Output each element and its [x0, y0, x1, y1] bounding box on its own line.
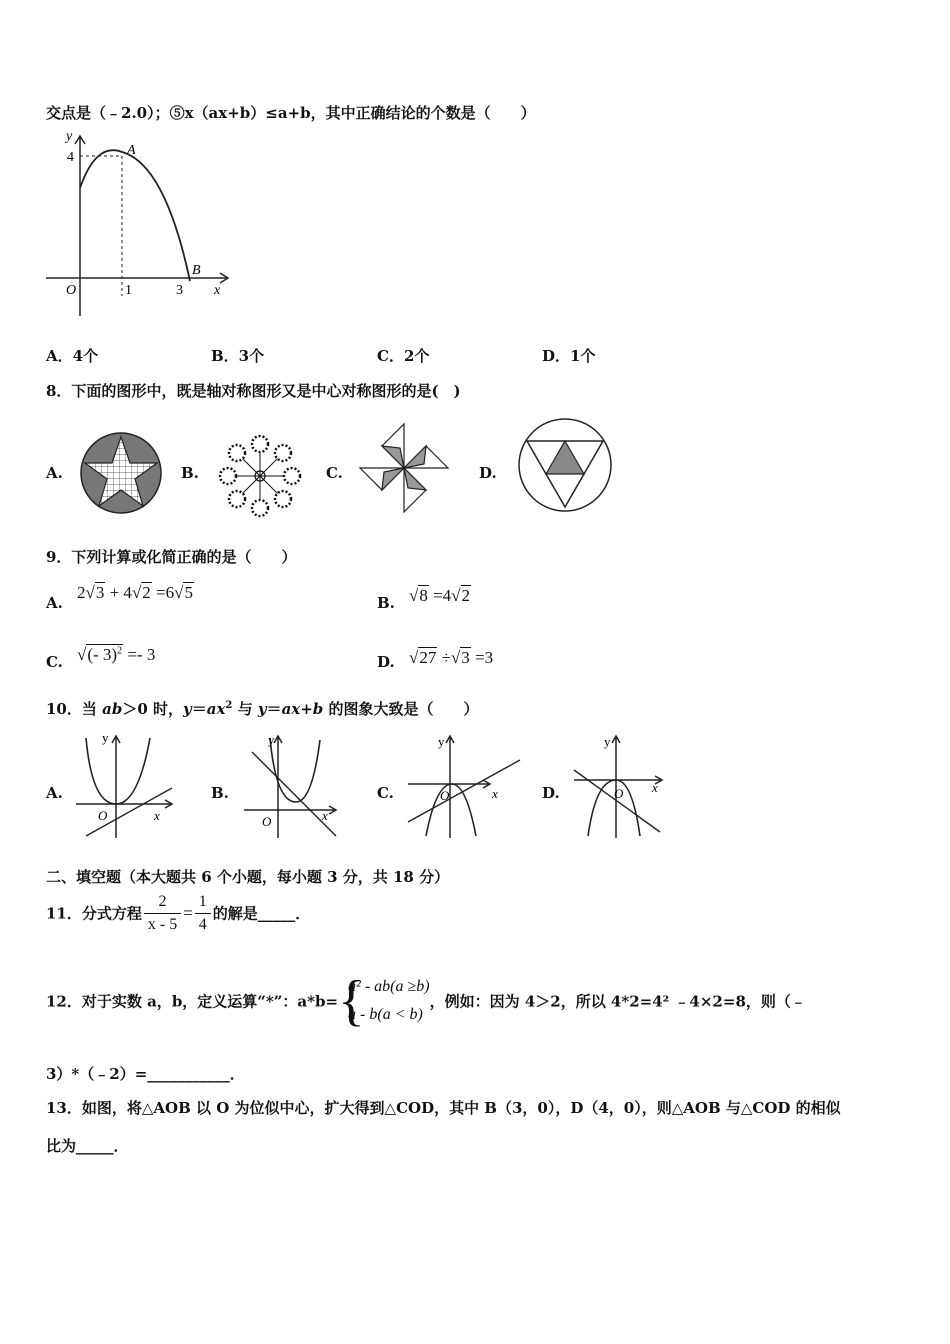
q10-stem: 10．当 ab＞0 时，$y=ax^2$ 与 y＝ax+b 的图象大致是（ ）: [46, 700, 479, 718]
section-2-heading: 二、填空题（本大题共 6 个小题，每小题 3 分，共 18 分）: [46, 868, 450, 886]
q8-stem: 8．下面的图形中，既是轴对称图形又是中心对称图形的是( ): [46, 382, 461, 400]
q10-d-x-label: x: [652, 780, 658, 795]
q8-figure-b-flower: [215, 434, 305, 518]
q10-graph-d: [570, 730, 670, 842]
q10-c-x-label: x: [492, 786, 498, 801]
q8-label-d[interactable]: D.: [479, 464, 497, 482]
q10-graph-c: [404, 730, 524, 842]
q8-figure-d-triangle-circle: [515, 416, 615, 514]
q10-label-d[interactable]: D.: [542, 784, 560, 802]
q7-y-label: y: [66, 129, 73, 144]
q7-option-b[interactable]: B．3个: [211, 347, 265, 365]
q8-figure-a-star-circle: [77, 430, 167, 516]
q10-graph-b: [240, 730, 340, 842]
q7-one-label: 1: [125, 283, 132, 298]
q7-stem-tail: 交点是（﹣2.0）；⑤x（ax+b）≤a+b，其中正确结论的个数是（ ）: [46, 104, 536, 122]
q13-line1: 13．如图，将△AOB 以 O 为位似中心，扩大得到△COD，其中 B（3，0），D（4，0），则△AOB 与△COD 的相似: [46, 1099, 841, 1117]
q7-x-label: x: [214, 283, 221, 298]
q9-label-c[interactable]: C.: [46, 653, 63, 671]
q7-option-d[interactable]: D．1个: [542, 347, 596, 365]
q10-a-origin-label: O: [98, 808, 108, 823]
q10-a-y-label: y: [102, 730, 109, 745]
q10-label-c[interactable]: C.: [377, 784, 394, 802]
q12-stem: 12．对于实数 a，b，定义运算“*”：a*b= { a² - ab(a ≥b) a - b(a < b) ，例如：因为 4＞2，所以 4*2=4² ﹣4×2=8，则（﹣: [46, 970, 806, 1032]
q9-label-a[interactable]: A.: [46, 594, 63, 612]
q8-label-c[interactable]: C.: [326, 464, 343, 482]
q9-expression-b: √8 =4√2: [409, 586, 471, 605]
q10-label-b[interactable]: B.: [211, 784, 229, 802]
q10-graph-a: [72, 730, 182, 842]
q10-b-y-label: y: [268, 732, 275, 747]
q10-d-origin-label: O: [614, 786, 624, 801]
q10-b-origin-label: O: [262, 814, 272, 829]
q13-line2: 比为_____．: [46, 1137, 129, 1155]
q9-expression-c: √(- 3)$^2$ =- 3: [77, 645, 156, 664]
q7-three-label: 3: [176, 283, 183, 298]
q7-parabola-graph: [40, 126, 240, 326]
q10-d-y-label: y: [604, 734, 611, 749]
q9-label-d[interactable]: D.: [377, 653, 395, 671]
q10-b-x-label: x: [322, 808, 328, 823]
q10-c-origin-label: O: [440, 788, 450, 803]
q7-option-c[interactable]: C．2个: [377, 347, 430, 365]
q9-expression-a: 2√3 + 4√2 =6√5: [77, 583, 193, 602]
q7-option-a[interactable]: A．4个: [46, 347, 99, 365]
q8-label-b[interactable]: B.: [181, 464, 199, 482]
q10-c-y-label: y: [438, 734, 445, 749]
q8-figure-c-pinwheel: [352, 418, 456, 518]
q9-stem: 9．下列计算或化简正确的是（ ）: [46, 548, 297, 566]
q9-label-b[interactable]: B.: [377, 594, 395, 612]
q8-label-a[interactable]: A.: [46, 464, 63, 482]
q10-a-x-label: x: [154, 808, 160, 823]
q11-stem: 11．分式方程 $\frac{2}{x - 5}$ = $\frac{1}{4}$ 的解是_____．: [46, 893, 311, 933]
q7-four-label: 4: [67, 150, 74, 165]
q9-expression-d: √27 ÷√3 =3: [409, 648, 494, 667]
q7-point-a-label: A: [127, 143, 136, 158]
q7-point-b-label: B: [192, 263, 201, 278]
q12-line2: 3）*（﹣2）=___________．: [46, 1065, 245, 1083]
q7-origin-label: O: [66, 283, 77, 298]
q10-label-a[interactable]: A.: [46, 784, 63, 802]
